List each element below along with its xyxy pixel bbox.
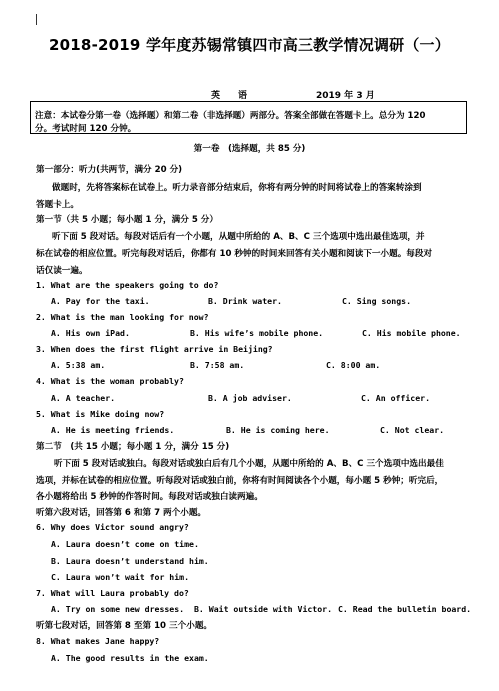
option-a: A. 5:38 am. [51, 360, 106, 370]
dialog-heading: 听第七段对话，回答第 8 至第 10 三个小题。 [36, 621, 213, 631]
instruction-line: 选项，并标在试卷的相应位置。听每段对话或独白前，你将有时间阅读各个小题，每小题 5 秒钟；听完后， [36, 476, 444, 486]
notice-box [30, 101, 467, 134]
option-c: C. Read the bulletin board. [338, 604, 472, 614]
option-a: A. His own iPad. [51, 328, 130, 338]
option-c: C. 8:00 am. [326, 360, 381, 370]
option-a: A. A teacher. [51, 393, 116, 403]
page-title: 2018-2019 学年度苏锡常镇四市高三教学情况调研（一） [49, 36, 450, 54]
subject-label: 英 语 [211, 91, 248, 101]
question-text: 5. What is Mike doing now? [36, 409, 165, 419]
question-text: 1. What are the speakers going to do? [36, 280, 219, 290]
option-b: B. Drink water. [208, 296, 282, 306]
option-b: B. Laura doesn’t understand him. [51, 556, 209, 566]
instruction-line: 各小题将给出 5 秒钟的作答时间。每段对话或独白读两遍。 [36, 492, 263, 502]
instruction-line: 做题时，先将答案标在试卷上。听力录音部分结束后，你将有两分钟的时间将试卷上的答案转涂到 [52, 183, 422, 193]
question-text: 6. Why does Victor sound angry? [36, 522, 189, 532]
question-text: 7. What will Laura probably do? [36, 588, 189, 598]
option-c: C. Laura won’t wait for him. [51, 572, 190, 582]
option-c: C. Not clear. [380, 425, 445, 435]
volume-heading: 第一卷 (选择题，共 85 分) [193, 144, 306, 154]
question-text: 8. What makes Jane happy? [36, 636, 160, 646]
question-text: 4. What is the woman probably? [36, 376, 184, 386]
margin-mark [36, 14, 37, 25]
instruction-line: 话仅读一遍。 [36, 266, 88, 276]
option-b: B. Wait outside with Victor. [194, 604, 333, 614]
notice-line: 注意：本试卷分第一卷（选择题）和第二卷（非选择题）两部分。答案全部做在答题卡上。总分为 120 [35, 111, 426, 121]
instruction-line: 听下面 5 段对话。每段对话后有一个小题，从题中所给的 A、B、C 三个选项中选出最佳选项，并 [52, 232, 425, 242]
section-heading: 第二节 (共 15 小题；每小题 1 分，满分 15 分) [36, 442, 230, 452]
option-b: B. His wife’s mobile phone. [190, 328, 324, 338]
dialog-heading: 听第六段对话，回答第 6 和第 7 两个小题。 [36, 508, 207, 518]
option-a: A. Try on some new dresses. [51, 604, 185, 614]
instruction-line: 听下面 5 段对话或独白。每段对话或独白后有几个小题，从题中所给的 A、B、C 三个选项中选出最佳 [54, 459, 444, 469]
notice-line: 分。考试时间 120 分钟。 [35, 124, 137, 134]
option-c: C. His mobile phone. [362, 328, 461, 338]
part-heading: 第一部分：听力(共两节，满分 20 分) [36, 165, 183, 175]
option-b: B. He is coming here. [226, 425, 330, 435]
question-text: 2. What is the man looking for now? [36, 312, 209, 322]
option-b: B. 7:58 am. [190, 360, 245, 370]
instruction-line: 标在试卷的相应位置。听完每段对话后，你都有 10 秒钟的时间来回答有关小题和阅读下一小题。每段对 [36, 249, 433, 259]
question-text: 3. When does the first flight arrive in Beijing? [36, 344, 273, 354]
option-b: B. A job adviser. [208, 393, 292, 403]
section-heading: 第一节（共 5 小题；每小题 1 分，满分 5 分） [36, 215, 218, 225]
instruction-line: 答题卡上。 [36, 200, 79, 210]
exam-date: 2019 年 3 月 [316, 91, 375, 101]
option-c: C. Sing songs. [342, 296, 412, 306]
option-c: C. An officer. [361, 393, 431, 403]
option-a: A. He is meeting friends. [51, 425, 175, 435]
option-a: A. The good results in the exam. [51, 653, 209, 663]
option-a: A. Laura doesn’t come on time. [51, 539, 199, 549]
option-a: A. Pay for the taxi. [51, 296, 150, 306]
